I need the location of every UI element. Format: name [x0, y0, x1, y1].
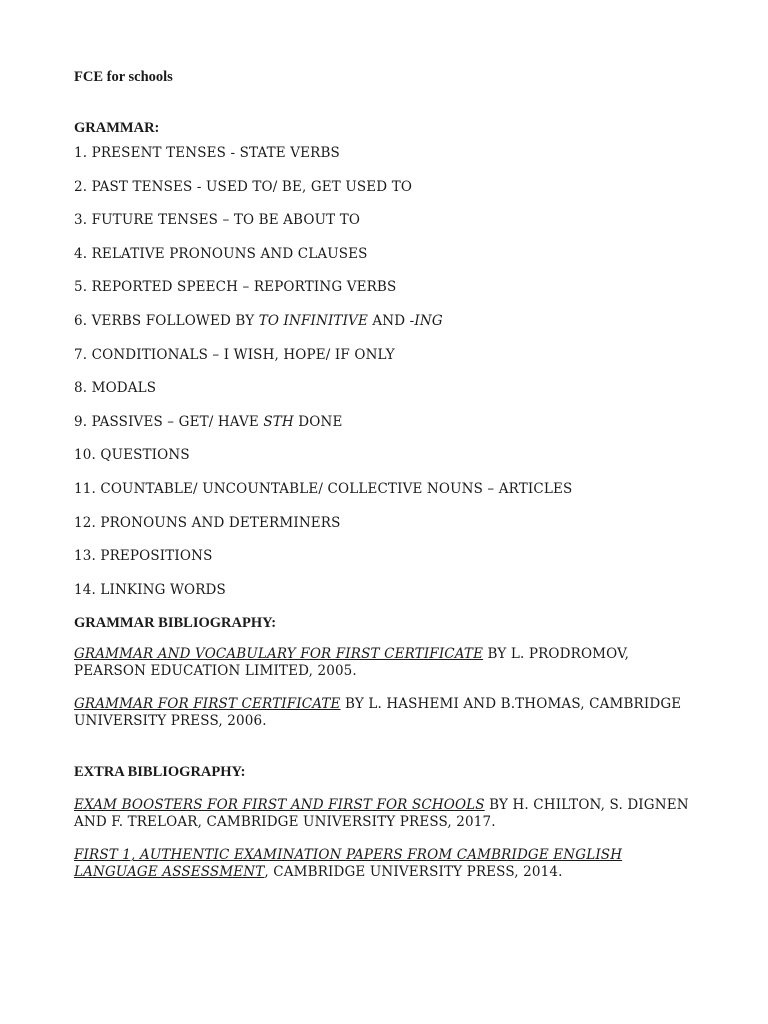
grammar-topic-item	[74, 278, 702, 312]
topic-text: 2. PAST TENSES - USED TO/ BE, GET USED TO	[74, 178, 413, 195]
book-title: FIRST 1, AUTHENTIC EXAMINATION PAPERS FROM CAMBRIDGE ENGLISH LANGUAGE ASSESSMENT	[74, 847, 623, 881]
book-details: BY H. CHILTON, S. DIGNEN AND F. TRELOAR, CAMBRIDGE UNIVERSITY PRESS, 2017.	[74, 797, 689, 831]
grammar-topic-item	[74, 144, 702, 178]
extra-bibliography-heading: EXTRA BIBLIOGRAPHY:	[74, 764, 246, 781]
bibliography-entry	[74, 797, 702, 831]
bibliography-entry	[74, 646, 702, 680]
grammar-topic-item	[74, 379, 702, 413]
topic-text: 13. PREPOSITIONS	[74, 548, 213, 565]
topic-text: 4. RELATIVE PRONOUNS AND CLAUSES	[74, 245, 368, 262]
topic-text: 6. VERBS FOLLOWED BY	[74, 312, 259, 329]
topic-text: AND -	[367, 312, 415, 329]
bibliography-entry	[74, 696, 702, 730]
book-title: GRAMMAR AND VOCABULARY FOR FIRST CERTIFICATE	[74, 646, 484, 663]
grammar-topic-item	[74, 547, 702, 581]
topic-text: 3. FUTURE TENSES – TO BE ABOUT TO	[74, 212, 361, 229]
topic-text: 8. MODALS	[74, 380, 157, 397]
topic-text: 5. REPORTED SPEECH – REPORTING VERBS	[74, 279, 397, 296]
topic-text-italic: ING	[414, 312, 443, 329]
document-body	[74, 68, 702, 881]
grammar-heading: GRAMMAR:	[74, 120, 160, 136]
topic-text-italic: STH	[263, 413, 294, 430]
grammar-topic-item	[74, 413, 702, 447]
grammar-topic-item	[74, 245, 702, 279]
topic-text: 9. PASSIVES – GET/ HAVE	[74, 413, 264, 430]
grammar-bibliography-heading: GRAMMAR BIBLIOGRAPHY:	[74, 615, 277, 632]
book-details: BY L. HASHEMI AND B.THOMAS, CAMBRIDGE UNIVERSITY PRESS, 2006.	[74, 696, 682, 730]
grammar-topic-item	[74, 211, 702, 245]
topic-text: DONE	[293, 413, 343, 430]
book-title: GRAMMAR FOR FIRST CERTIFICATE	[74, 696, 341, 713]
topic-text-italic: TO INFINITIVE	[258, 312, 368, 329]
book-details: , CAMBRIDGE UNIVERSITY PRESS, 2014.	[264, 864, 563, 881]
grammar-topic-item	[74, 178, 702, 212]
bibliography-entry	[74, 847, 702, 881]
topic-text: 7. CONDITIONALS – I WISH, HOPE/ IF ONLY	[74, 346, 395, 363]
topic-text: 14. LINKING WORDS	[74, 581, 226, 598]
topic-text: 12. PRONOUNS AND DETERMINERS	[74, 514, 341, 531]
topic-text: 10. QUESTIONS	[74, 447, 190, 464]
grammar-topic-list	[74, 144, 702, 614]
book-details: BY L. PRODROMOV, PEARSON EDUCATION LIMITED, 2005.	[74, 646, 630, 680]
grammar-topic-item	[74, 480, 702, 514]
grammar-topic-item	[74, 581, 702, 615]
book-title: EXAM BOOSTERS FOR FIRST AND FIRST FOR SCHOOLS	[74, 797, 485, 814]
grammar-topic-item	[74, 312, 702, 346]
document-title: FCE for schools	[74, 69, 173, 85]
topic-text: 1. PRESENT TENSES - STATE VERBS	[74, 145, 340, 161]
grammar-topic-item	[74, 446, 702, 480]
topic-text: 11. COUNTABLE/ UNCOUNTABLE/ COLLECTIVE NOUNS – ARTICLES	[74, 480, 573, 497]
grammar-topic-item	[74, 346, 702, 380]
grammar-topic-item	[74, 514, 702, 548]
